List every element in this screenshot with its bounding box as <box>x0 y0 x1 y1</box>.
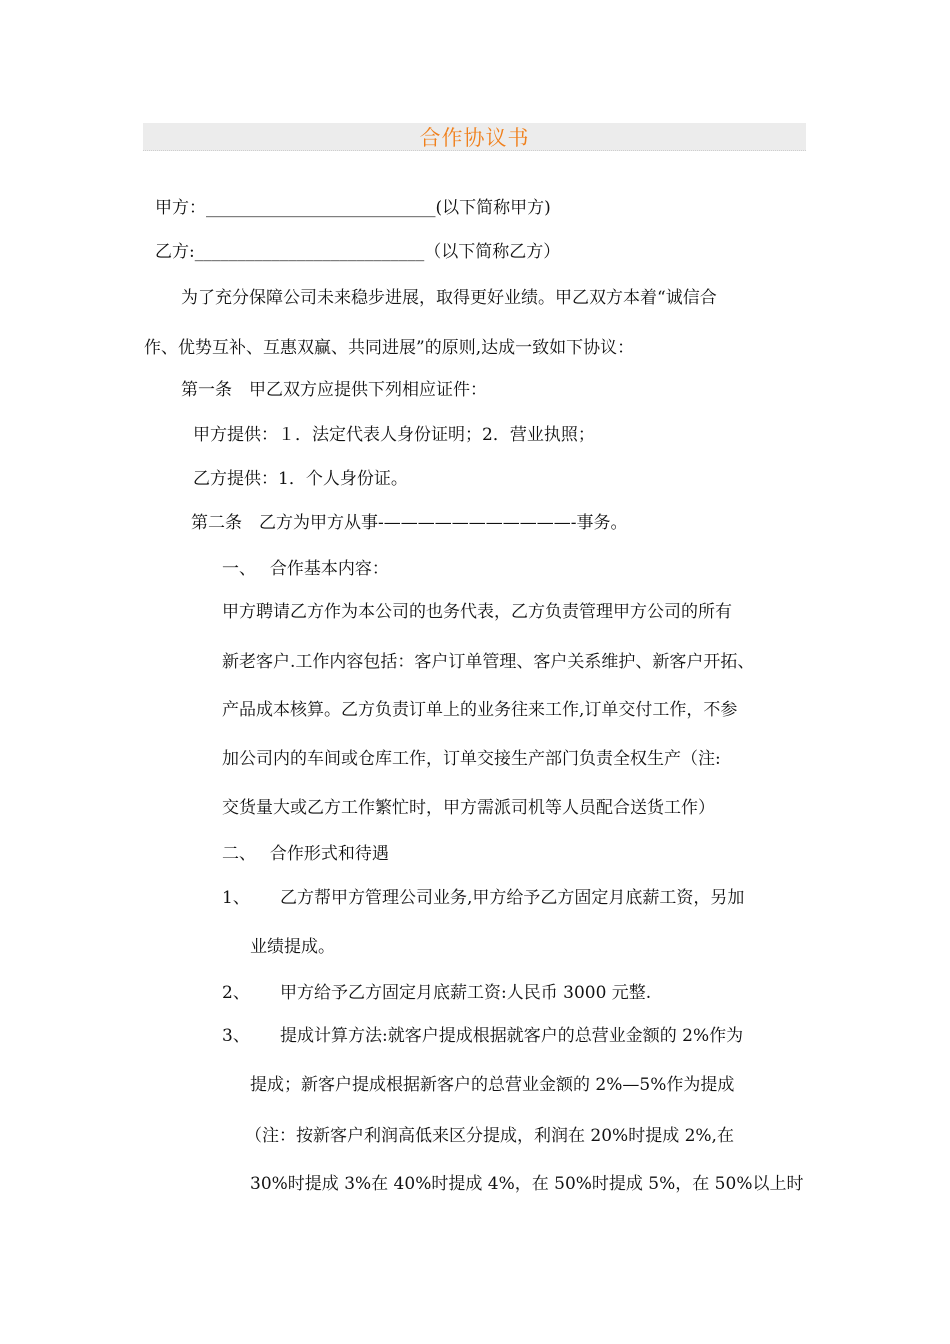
item-3-line-3: （注：按新客户利润高低来区分提成，利润在 20%时提成 2%,在 <box>245 1126 734 1146</box>
party-a-line: 甲方：___________________________(以下简称甲方) <box>155 198 551 218</box>
section-1-line-3: 产品成本核算。乙方负责订单上的业务往来工作,订单交付工作，不参 <box>222 700 738 720</box>
item-3-line-4: 30%时提成 3%在 40%时提成 4%，在 50%时提成 5%，在 50%以上时 <box>250 1174 804 1194</box>
item-2-line-1: 甲方给予乙方固定月底薪工资:人民币 3000 元整. <box>280 983 652 1003</box>
intro-line-2: 作、优势互补、互惠双赢、共同进展”的原则,达成一致如下协议： <box>144 338 635 358</box>
item-3-line-1: 提成计算方法:就客户提成根据就客户的总营业金额的 2%作为 <box>280 1026 744 1046</box>
item-3-number: 3、 <box>222 1026 250 1046</box>
party-b-provides: 乙方提供：1．个人身份证。 <box>193 469 408 489</box>
item-2-number: 2、 <box>222 983 250 1003</box>
intro-line-1: 为了充分保障公司未来稳步进展，取得更好业绩。甲乙双方本着“诚信合 <box>181 288 717 308</box>
item-1-number: 1、 <box>222 888 250 908</box>
section-2-heading: 二、 合作形式和待遇 <box>222 844 389 864</box>
item-1-line-2: 业绩提成。 <box>250 937 335 957</box>
item-3-line-2: 提成；新客户提成根据新客户的总营业金额的 2%—5%作为提成 <box>250 1075 735 1095</box>
party-a-provides: 甲方提供：１．法定代表人身份证明；2．营业执照； <box>193 425 595 445</box>
article-1-heading: 第一条 甲乙双方应提供下列相应证件： <box>181 380 487 400</box>
section-1-heading: 一、 合作基本内容： <box>222 559 389 579</box>
article-2-heading: 第二条 乙方为甲方从事-———————————-事务。 <box>191 513 628 533</box>
section-1-line-2: 新老客户.工作内容包括：客户订单管理、客户关系维护、新客户开拓、 <box>222 652 755 672</box>
section-1-line-5: 交货量大或乙方工作繁忙时，甲方需派司机等人员配合送货工作） <box>222 798 715 818</box>
document-title: 合作协议书 <box>419 125 530 150</box>
title-bar <box>143 123 806 151</box>
section-1-line-4: 加公司内的车间或仓库工作，订单交接生产部门负责全权生产（注: <box>222 749 721 769</box>
item-1-line-1: 乙方帮甲方管理公司业务,甲方给予乙方固定月底薪工资，另加 <box>280 888 745 908</box>
section-1-line-1: 甲方聘请乙方作为本公司的也务代表，乙方负责管理甲方公司的所有 <box>222 602 732 622</box>
party-b-line: 乙方:___________________________（以下简称乙方） <box>155 242 561 262</box>
